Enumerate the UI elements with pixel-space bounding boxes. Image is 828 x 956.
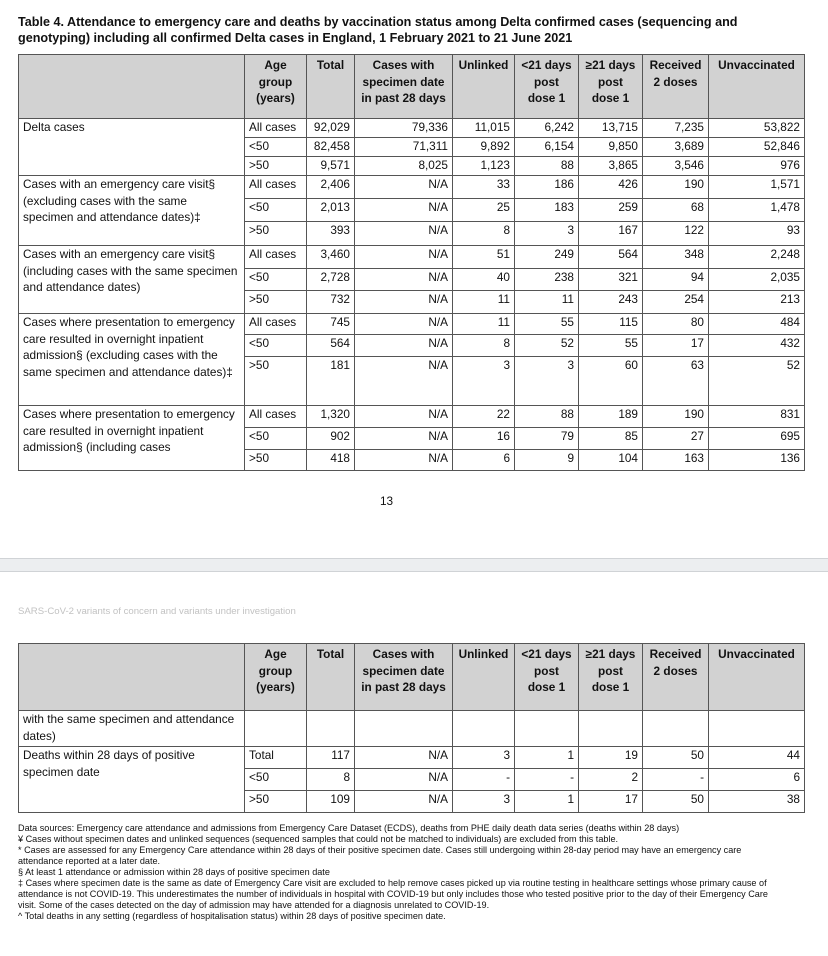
spec-cell: N/A [355, 246, 453, 269]
unvax-cell: 6 [709, 769, 805, 791]
ge21-cell: 55 [579, 335, 643, 357]
header-total: Total [307, 55, 355, 119]
total-cell: 117 [307, 747, 355, 769]
lt21-cell: 55 [515, 314, 579, 335]
two-cell: 94 [643, 269, 709, 291]
footnote: ‡ Cases where specimen date is the same as date of Emergency Care visit are excluded to help remove cases picked up via routine testing in healthcare settings whose primary cause of attendance is not COVID-19. This underestimates the number of individuals in hospital with COVID-19 but only includes those who tested positive prior to the day of their Emergency Care visit. Some of the cases detected on the day of admission may have attended for a diagnosis unrelated to COVID-19. [18, 878, 768, 910]
unvax-cell: 52,846 [709, 138, 805, 157]
header-row [19, 55, 805, 119]
unlinked-cell: - [453, 769, 515, 791]
lt21-cell: 238 [515, 269, 579, 291]
footnote: ¥ Cases without specimen dates and unlinked sequences (sequenced samples that could not be matched to individuals) are excluded from this table. [18, 834, 619, 844]
total-cell: 564 [307, 335, 355, 357]
two-cell: 3,689 [643, 138, 709, 157]
ge21-cell: 17 [579, 791, 643, 813]
ge21-cell: 243 [579, 291, 643, 314]
unlinked-cell: 11,015 [453, 119, 515, 138]
two-cell: 7,235 [643, 119, 709, 138]
spec-cell: N/A [355, 428, 453, 450]
unlinked-cell: 11 [453, 291, 515, 314]
two-cell: 50 [643, 747, 709, 769]
header-ge21: ≥21 days post dose 1 [579, 55, 643, 119]
empty-cell [709, 711, 805, 747]
unlinked-cell: 6 [453, 450, 515, 471]
unlinked-cell: 1,123 [453, 157, 515, 176]
two-cell: 63 [643, 357, 709, 406]
spec-cell: N/A [355, 357, 453, 406]
spec-cell: N/A [355, 269, 453, 291]
footnote: Data sources: Emergency care attendance and admissions from Emergency Care Dataset (ECDS), deaths from PHE daily death data series (deaths within 28 days) [18, 823, 680, 833]
ge21-cell: 426 [579, 176, 643, 199]
continued-label: with the same specimen and attendance dates) [19, 711, 245, 747]
two-cell: 190 [643, 176, 709, 199]
total-cell: 2,728 [307, 269, 355, 291]
total-cell: 418 [307, 450, 355, 471]
age-group-cell: <50 [245, 428, 307, 450]
header-age: Age group (years) [245, 55, 307, 119]
empty-cell [245, 711, 307, 747]
table-row [19, 176, 805, 199]
two-cell: 122 [643, 222, 709, 246]
lt21-cell: 79 [515, 428, 579, 450]
total-cell: 745 [307, 314, 355, 335]
row-label: Cases with an emergency care visit§ (excluding cases with the same specimen and attendance dates)‡ [19, 176, 245, 246]
lt21-cell: 249 [515, 246, 579, 269]
two-cell: 27 [643, 428, 709, 450]
header-label [19, 644, 245, 711]
unlinked-cell: 25 [453, 199, 515, 222]
header-unvaccinated: Unvaccinated [709, 644, 805, 711]
ge21-cell: 60 [579, 357, 643, 406]
spec-cell: N/A [355, 335, 453, 357]
age-group-cell: <50 [245, 335, 307, 357]
unlinked-cell: 40 [453, 269, 515, 291]
two-cell: 348 [643, 246, 709, 269]
lt21-cell: 183 [515, 199, 579, 222]
two-cell: - [643, 769, 709, 791]
ge21-cell: 2 [579, 769, 643, 791]
header-ge21: ≥21 days post dose 1 [579, 644, 643, 711]
unlinked-cell: 22 [453, 406, 515, 428]
ge21-cell: 259 [579, 199, 643, 222]
unlinked-cell: 3 [453, 791, 515, 813]
age-group-cell: All cases [245, 406, 307, 428]
spec-cell: N/A [355, 176, 453, 199]
spec-cell: N/A [355, 291, 453, 314]
header-unvaccinated: Unvaccinated [709, 55, 805, 119]
header-age: Age group (years) [245, 644, 307, 711]
spec-cell: N/A [355, 747, 453, 769]
continued-row [19, 711, 805, 747]
age-group-cell: <50 [245, 269, 307, 291]
age-group-cell: All cases [245, 314, 307, 335]
row-label: Delta cases [19, 119, 245, 176]
total-cell: 82,458 [307, 138, 355, 157]
footnote: ^ Total deaths in any setting (regardless of hospitalisation status) within 28 days of positive specimen date. [18, 911, 446, 921]
unvax-cell: 976 [709, 157, 805, 176]
age-group-cell: >50 [245, 291, 307, 314]
row-label: Deaths within 28 days of positive specimen date [19, 747, 245, 813]
header-unlinked: Unlinked [453, 644, 515, 711]
age-group-cell: <50 [245, 769, 307, 791]
unlinked-cell: 9,892 [453, 138, 515, 157]
header-two-doses: Received 2 doses [643, 55, 709, 119]
lt21-cell: 6,154 [515, 138, 579, 157]
two-cell: 17 [643, 335, 709, 357]
header-two-doses: Received 2 doses [643, 644, 709, 711]
two-cell: 163 [643, 450, 709, 471]
page-gap [0, 558, 828, 572]
unvax-cell: 1,478 [709, 199, 805, 222]
spec-cell: 71,311 [355, 138, 453, 157]
age-group-cell: All cases [245, 246, 307, 269]
empty-cell [453, 711, 515, 747]
row-label: Cases where presentation to emergency care resulted in overnight inpatient admission§ (including cases [19, 406, 245, 471]
lt21-cell: 186 [515, 176, 579, 199]
deaths-table [18, 643, 805, 813]
empty-cell [355, 711, 453, 747]
spec-cell: N/A [355, 406, 453, 428]
ge21-cell: 13,715 [579, 119, 643, 138]
unlinked-cell: 11 [453, 314, 515, 335]
header-unlinked: Unlinked [453, 55, 515, 119]
header-lt21: <21 days post dose 1 [515, 55, 579, 119]
ge21-cell: 189 [579, 406, 643, 428]
header-row [19, 644, 805, 711]
lt21-cell: 52 [515, 335, 579, 357]
ge21-cell: 321 [579, 269, 643, 291]
two-cell: 190 [643, 406, 709, 428]
lt21-cell: 3 [515, 222, 579, 246]
header-total: Total [307, 644, 355, 711]
header-label [19, 55, 245, 119]
row-label: Cases with an emergency care visit§ (including cases with the same specimen and attendance dates) [19, 246, 245, 314]
lt21-cell: 3 [515, 357, 579, 406]
ge21-cell: 3,865 [579, 157, 643, 176]
unlinked-cell: 51 [453, 246, 515, 269]
lt21-cell: 6,242 [515, 119, 579, 138]
running-header: SARS-CoV-2 variants of concern and variants under investigation [18, 606, 296, 617]
unlinked-cell: 3 [453, 357, 515, 406]
spec-cell: N/A [355, 199, 453, 222]
two-cell: 3,546 [643, 157, 709, 176]
total-cell: 181 [307, 357, 355, 406]
table-row [19, 119, 805, 138]
lt21-cell: 11 [515, 291, 579, 314]
spec-cell: N/A [355, 791, 453, 813]
age-group-cell: Total [245, 747, 307, 769]
total-cell: 902 [307, 428, 355, 450]
total-cell: 3,460 [307, 246, 355, 269]
total-cell: 9,571 [307, 157, 355, 176]
spec-cell: N/A [355, 222, 453, 246]
ge21-cell: 115 [579, 314, 643, 335]
spec-cell: N/A [355, 314, 453, 335]
header-lt21: <21 days post dose 1 [515, 644, 579, 711]
unvax-cell: 831 [709, 406, 805, 428]
empty-cell [515, 711, 579, 747]
unvax-cell: 136 [709, 450, 805, 471]
spec-cell: 79,336 [355, 119, 453, 138]
two-cell: 254 [643, 291, 709, 314]
age-group-cell: >50 [245, 222, 307, 246]
empty-cell [307, 711, 355, 747]
total-cell: 109 [307, 791, 355, 813]
total-cell: 2,013 [307, 199, 355, 222]
lt21-cell: - [515, 769, 579, 791]
age-group-cell: >50 [245, 157, 307, 176]
two-cell: 50 [643, 791, 709, 813]
unvax-cell: 213 [709, 291, 805, 314]
unvax-cell: 484 [709, 314, 805, 335]
age-group-cell: All cases [245, 176, 307, 199]
lt21-cell: 1 [515, 747, 579, 769]
ge21-cell: 564 [579, 246, 643, 269]
ge21-cell: 167 [579, 222, 643, 246]
lt21-cell: 88 [515, 157, 579, 176]
table-row [19, 747, 805, 769]
spec-cell: N/A [355, 769, 453, 791]
footnote: § At least 1 attendance or admission within 28 days of positive specimen date [18, 867, 330, 877]
unlinked-cell: 8 [453, 335, 515, 357]
unvax-cell: 52 [709, 357, 805, 406]
attendance-table [18, 54, 805, 471]
header-specimen: Cases with specimen date in past 28 days [355, 644, 453, 711]
lt21-cell: 88 [515, 406, 579, 428]
page-number: 13 [380, 494, 394, 508]
table-title: Table 4. Attendance to emergency care and deaths by vaccination status among Delta confirmed cases (sequencing and genotyping) including all confirmed Delta cases in England, 1 February 2021 to 21 June 2021 [18, 15, 738, 45]
age-group-cell: <50 [245, 138, 307, 157]
table-row [19, 246, 805, 269]
total-cell: 393 [307, 222, 355, 246]
lt21-cell: 9 [515, 450, 579, 471]
unvax-cell: 44 [709, 747, 805, 769]
empty-cell [643, 711, 709, 747]
two-cell: 68 [643, 199, 709, 222]
spec-cell: 8,025 [355, 157, 453, 176]
unlinked-cell: 3 [453, 747, 515, 769]
ge21-cell: 19 [579, 747, 643, 769]
unvax-cell: 53,822 [709, 119, 805, 138]
unvax-cell: 2,248 [709, 246, 805, 269]
age-group-cell: >50 [245, 357, 307, 406]
unvax-cell: 2,035 [709, 269, 805, 291]
spec-cell: N/A [355, 450, 453, 471]
unlinked-cell: 16 [453, 428, 515, 450]
total-cell: 2,406 [307, 176, 355, 199]
ge21-cell: 9,850 [579, 138, 643, 157]
lt21-cell: 1 [515, 791, 579, 813]
footnotes [18, 823, 778, 922]
total-cell: 1,320 [307, 406, 355, 428]
unvax-cell: 38 [709, 791, 805, 813]
footnote: * Cases are assessed for any Emergency Care attendance within 28 days of their positive specimen date. Cases still undergoing within 28-day period may have an emergency care attendance reported at a later date. [18, 845, 742, 866]
table-row [19, 406, 805, 428]
ge21-cell: 104 [579, 450, 643, 471]
age-group-cell: >50 [245, 450, 307, 471]
empty-cell [579, 711, 643, 747]
unlinked-cell: 33 [453, 176, 515, 199]
total-cell: 732 [307, 291, 355, 314]
unvax-cell: 93 [709, 222, 805, 246]
unvax-cell: 695 [709, 428, 805, 450]
two-cell: 80 [643, 314, 709, 335]
ge21-cell: 85 [579, 428, 643, 450]
unvax-cell: 1,571 [709, 176, 805, 199]
total-cell: 92,029 [307, 119, 355, 138]
age-group-cell: <50 [245, 199, 307, 222]
total-cell: 8 [307, 769, 355, 791]
table-row [19, 314, 805, 335]
age-group-cell: >50 [245, 791, 307, 813]
header-specimen: Cases with specimen date in past 28 days [355, 55, 453, 119]
unvax-cell: 432 [709, 335, 805, 357]
row-label: Cases where presentation to emergency care resulted in overnight inpatient admission§ (excluding cases with the same specimen and attendance dates)‡ [19, 314, 245, 406]
unlinked-cell: 8 [453, 222, 515, 246]
age-group-cell: All cases [245, 119, 307, 138]
